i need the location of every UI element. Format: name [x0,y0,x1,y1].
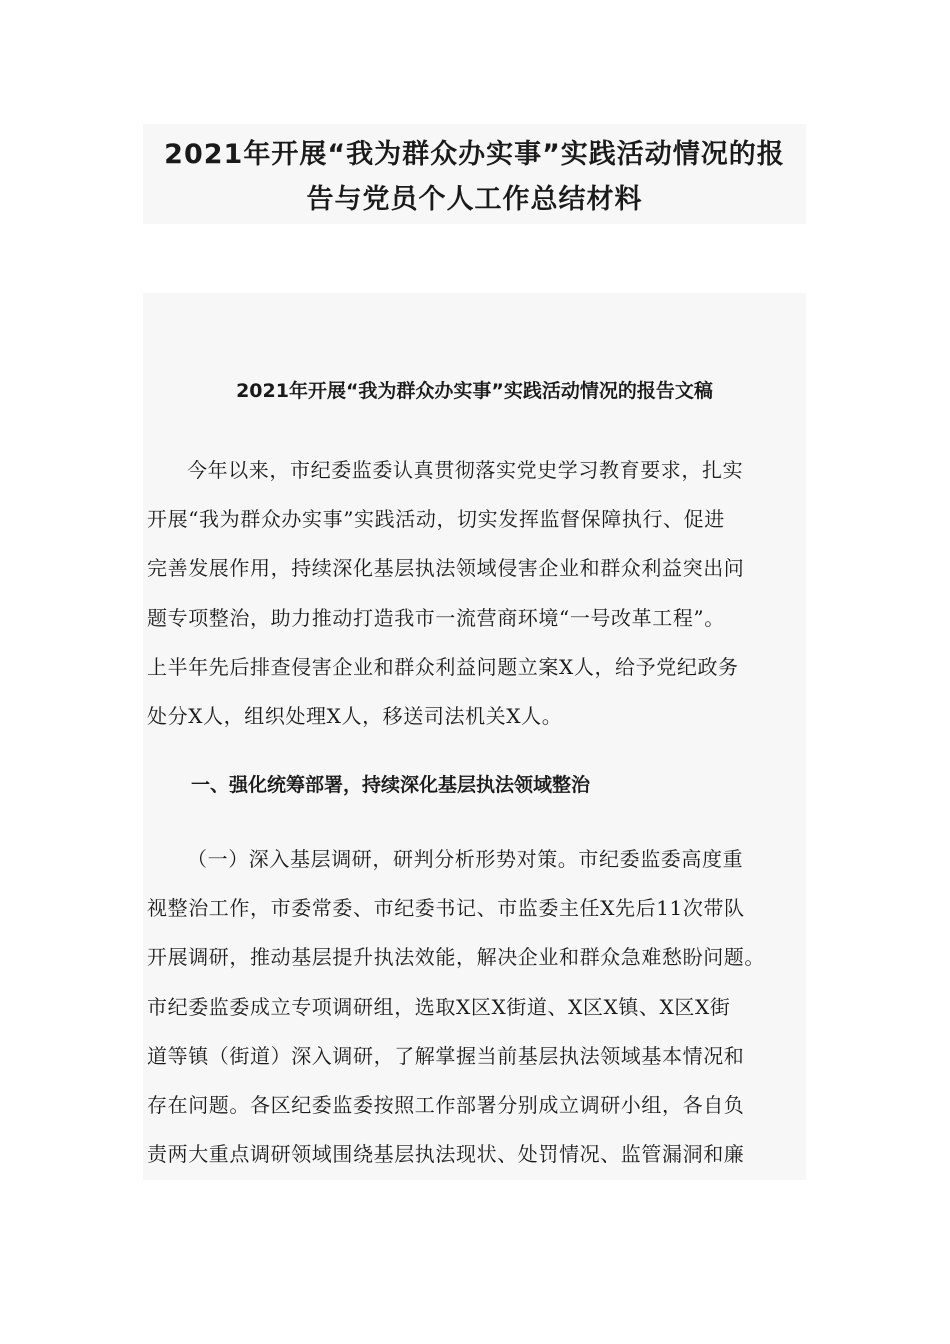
paragraph-section-1 [147,835,799,1179]
text-line: 存在问题。各区纪委监委按照工作部署分别成立调研小组，各自负 [147,1093,745,1118]
text-line: （一）深入基层调研，研判分析形势对策。市纪委监委高度重 [187,847,744,871]
section-heading: 一、强化统筹部署，持续深化基层执法领域整治 [191,774,591,796]
title-line: 2021年开展“我为群众办实事”实践活动情况的报 [164,139,785,170]
text-line: 开展“我为群众办实事”实践活动，切实发挥监督保障执行、促进 [147,507,725,532]
text-line: 上半年先后排查侵害企业和群众利益问题立案X人，给予党纪政务 [147,654,739,679]
text-line: 责两大重点调研领域围绕基层执法现状、处罚情况、监管漏洞和廉 [147,1142,745,1167]
title-block [143,124,806,224]
text-line: 视整治工作，市委常委、市纪委书记、市监委主任X先后11次带队 [147,896,745,921]
text-line: 今年以来，市纪委监委认真贯彻落实党史学习教育要求，扎实 [187,458,744,482]
text-line: 处分X人，组织处理X人，移送司法机关X人。 [147,704,563,729]
document-title [143,124,806,222]
document-body [143,293,806,1180]
text-line: 道等镇（街道）深入调研，了解掌握当前基层执法领域基本情况和 [147,1043,745,1068]
text-line: 开展调研，推动基层提升执法效能，解决企业和群众急难愁盼问题。 [147,945,765,970]
title-line: 告与党员个人工作总结材料 [306,184,643,215]
paragraph-intro [147,446,799,741]
document-subtitle: 2021年开展“我为群众办实事”实践活动情况的报告文稿 [236,380,713,402]
text-line: 市纪委监委成立专项调研组，选取X区X街道、X区X镇、X区X街 [147,994,731,1019]
text-line: 完善发展作用，持续深化基层执法领域侵害企业和群众利益突出问 [147,556,745,581]
text-line: 题专项整治，助力推动打造我市一流营商环境“一号改革工程”。 [147,605,725,630]
